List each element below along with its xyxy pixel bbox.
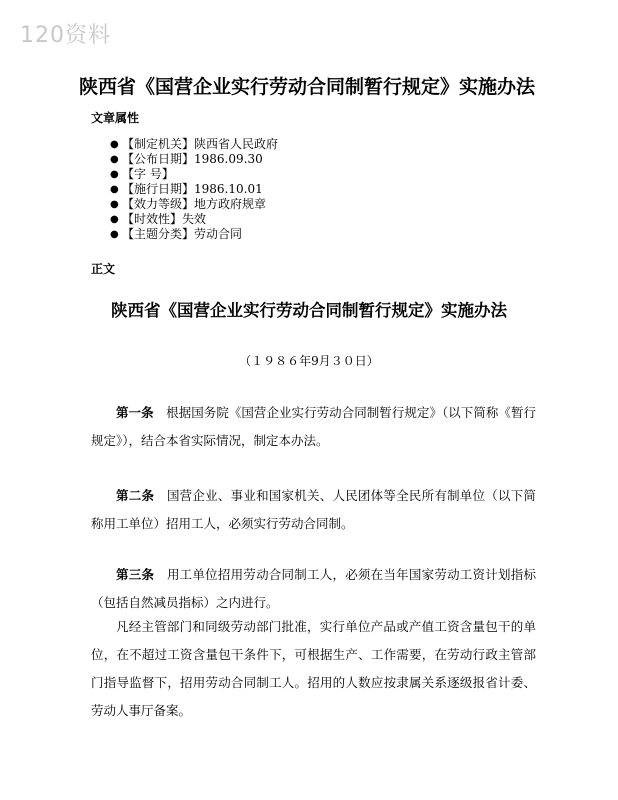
article-label: 第二条 — [116, 488, 155, 503]
property-item — [0, 167, 278, 182]
article-text: 用工单位招用劳动合同制工人，必须在当年国家劳动工资计划指标（包括自然减员指标）之内进行。 — [91, 567, 536, 610]
article-3-paragraph-2: 凡经主管部门和同级劳动部门批准，实行单位产品或产值工资含量包干的单位，在不超过工资含量包干条件下，可根据生产、工作需要，在劳动行政主管部门指导监督下，招用劳动合同制工人。招用的人数应按隶属关系逐级报省计委、劳动人事厅备案。 — [91, 619, 536, 718]
property-value: 失效 — [182, 212, 207, 226]
watermark-logo: 120资料 — [20, 23, 111, 48]
body-subtitle: 陕西省《国营企业实行劳动合同制暂行规定》实施办法 — [111, 301, 507, 320]
property-value: 地方政府规章 — [194, 197, 267, 211]
issue-date: （１９８６年9月３０日） — [239, 354, 379, 368]
property-value: 劳动合同 — [194, 227, 243, 241]
bullet-icon: ● — [110, 199, 119, 210]
property-item — [0, 212, 278, 227]
article-3 — [91, 561, 536, 617]
property-label: 【施行日期】 — [122, 182, 195, 196]
property-label: 【制定机关】 — [122, 137, 195, 151]
bullet-icon: ● — [110, 169, 119, 180]
property-label: 【时效性】 — [122, 212, 183, 226]
body-heading: 正文 — [91, 262, 116, 276]
bullet-icon: ● — [110, 229, 119, 240]
property-label: 【公布日期】 — [122, 152, 195, 166]
property-item — [0, 197, 278, 212]
article-1 — [91, 399, 536, 455]
property-label: 【效力等级】 — [122, 197, 195, 211]
property-label: 【字 号】 — [122, 167, 174, 181]
article-text: 国营企业、事业和国家机关、人民团体等全民所有制单位（以下简称用工单位）招用工人，必须实行劳动合同制。 — [91, 488, 536, 531]
property-item — [0, 152, 278, 167]
property-label: 【主题分类】 — [122, 227, 195, 241]
property-item — [0, 182, 278, 197]
bullet-icon: ● — [110, 214, 119, 225]
property-value: 陕西省人民政府 — [194, 137, 279, 151]
bullet-icon: ● — [110, 184, 119, 195]
bullet-icon: ● — [110, 154, 119, 165]
properties-heading: 文章属性 — [91, 111, 140, 125]
property-item — [0, 137, 278, 152]
properties-list — [0, 137, 278, 242]
bullet-icon: ● — [110, 139, 119, 150]
article-label: 第三条 — [116, 567, 155, 582]
property-item — [0, 227, 278, 242]
article-2 — [91, 482, 536, 538]
document-title: 陕西省《国营企业实行劳动合同制暂行规定》实施办法 — [79, 76, 536, 98]
property-value: 1986.09.30 — [194, 152, 263, 166]
article-text: 根据国务院《国营企业实行劳动合同制暂行规定》（以下简称《暂行规定》），结合本省实际情况，制定本办法。 — [91, 405, 536, 448]
property-value: 1986.10.01 — [194, 182, 263, 196]
article-label: 第一条 — [116, 405, 154, 420]
